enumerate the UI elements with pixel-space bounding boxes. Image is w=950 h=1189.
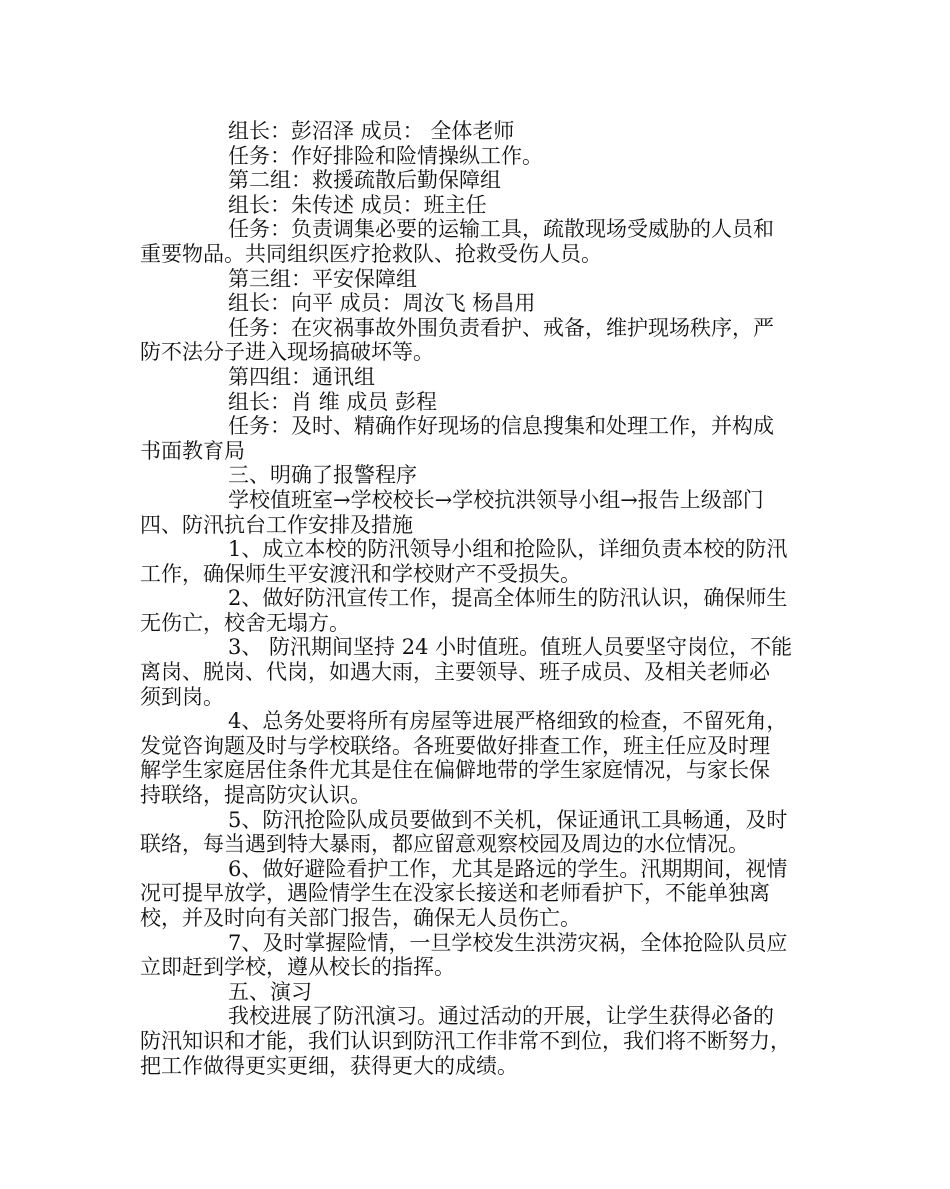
text-line: 学校值班室→学校校长→学校抗洪领导小组→报告上级部门 [228,487,764,512]
text-line: 五、演习 [228,979,312,1004]
text-line: 解学生家庭居住条件尤其是住在偏僻地带的学生家庭情况，与家长保 [140,758,770,783]
text-line: 任务：及时、精确作好现场的信息搜集和处理工作，并构成 [228,414,774,439]
text-line: 校，并及时向有关部门报告，确保无人员伤亡。 [140,906,581,930]
text-line: 1、成立本校的防汛领导小组和抢险队，详细负责本校的防汛 [228,537,788,562]
text-line: 5、防汛抢险队成员要做到不关机，保证通讯工具畅通，及时 [228,807,788,832]
text-line: 防不法分子进入现场搞破坏等。 [140,340,434,365]
text-line: 联络，每当遇到特大暴雨，都应留意观察校园及周边的水位情况。 [140,832,749,857]
text-line: 第四组：通讯组 [228,364,375,389]
text-line: 组长：朱传述 成员：班主任 [228,192,487,217]
text-line: 书面教育局 [140,438,245,463]
text-line: 重要物品。共同组织医疗抢救队、抢救受伤人员。 [140,241,602,266]
text-line: 离岗、脱岗、代岗，如遇大雨，主要领导、班子成员、及相关老师必 [140,660,770,685]
text-line: 发觉咨询题及时与学校联络。各班要做好排查工作，班主任应及时理 [140,733,770,758]
text-line: 我校进展了防汛演习。通过活动的开展，让学生获得必备的 [228,1004,774,1029]
text-line: 工作，确保师生平安渡汛和学校财产不受损失。 [140,561,581,586]
text-line: 无伤亡，校舍无塌方。 [140,610,350,635]
text-line: 防汛知识和才能，我们认识到防汛工作非常不到位，我们将不断努力， [140,1028,791,1053]
text-line: 7、及时掌握险情，一旦学校发生洪涝灾祸，全体抢险队员应 [228,930,788,955]
text-line: 组长：向平 成员：周汝飞 杨昌用 [228,291,536,316]
text-line: 第二组：救援疏散后勤保障组 [228,168,501,193]
text-line: 任务：作好排险和险情操纵工作。 [228,143,543,168]
text-line: 把工作做得更实更细，获得更大的成绩。 [140,1053,518,1078]
document-body [140,119,820,1078]
text-line: 2、做好防汛宣传工作，提高全体师生的防汛认识，确保师生 [228,586,788,611]
text-line: 持联络，提高防灾认识。 [140,783,371,808]
text-line: 须到岗。 [140,684,224,709]
text-line: 四、防汛抗台工作安排及措施 [140,512,413,537]
text-line: 第三组：平安保障组 [228,266,417,291]
text-line: 任务：负责调集必要的运输工具，疏散现场受威胁的人员和 [228,217,774,242]
text-line: 三、明确了报警程序 [228,463,417,488]
text-line: 6、做好避险看护工作，尤其是路远的学生。汛期期间，视情 [228,856,788,881]
text-line: 任务：在灾祸事故外围负责看护、戒备，维护现场秩序，严 [228,315,774,340]
text-line: 3、 防汛期间坚持 24 小时值班。值班人员要坚守岗位，不能 [228,635,793,660]
text-line: 况可提早放学，遇险情学生在没家长接送和老师看护下，不能单独离 [140,881,770,906]
text-line: 组长：彭沼泽 成员： 全体老师 [228,119,515,143]
text-line: 立即赶到学校，遵从校长的指挥。 [140,955,455,980]
text-line: 组长：肖 维 成员 彭程 [228,389,438,414]
text-line: 4、总务处要将所有房屋等进展严格细致的检查，不留死角， [228,709,788,734]
